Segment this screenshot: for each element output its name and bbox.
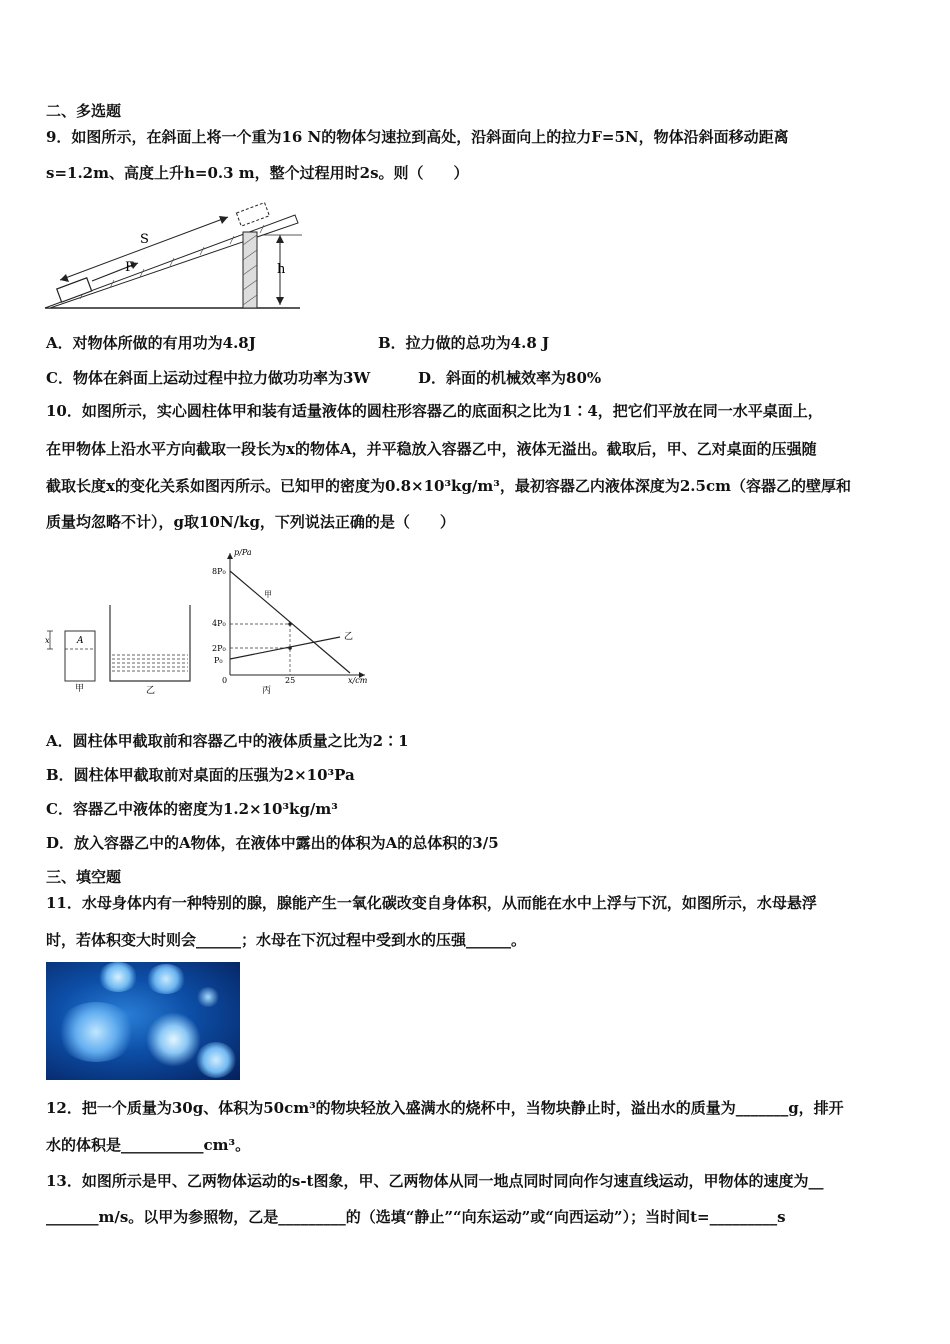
q10-stem-line3: 截取长度x的变化关系如图丙所示。已知甲的密度为0.8×10³kg/m³，最初容器乙内液体深度为2.5cm（容器乙的壁厚和 [46, 477, 851, 495]
q11-stem-line2: 时，若体积变大时则会______；水母在下沉过程中受到水的压强______。 [46, 931, 527, 949]
label-a: A [77, 636, 84, 646]
q9-stem-line1: 9．如图所示，在斜面上将一个重为16 N的物体匀速拉到高处，沿斜面向上的拉力F=5N，物体沿斜面移动距离 [46, 128, 789, 146]
q12-stem-line1: 12．把一个质量为30g、体积为50cm³的物块轻放入盛满水的烧杯中，当物块静止时，溢出水的质量为_______g，排开 [46, 1099, 844, 1117]
series-yi-label: 乙 [344, 632, 354, 642]
series-jia-line [230, 571, 350, 673]
q10-option-c[interactable]: C．容器乙中液体的密度为1.2×10³kg/m³ [46, 800, 338, 818]
q10-option-d[interactable]: D．放入容器乙中的A物体，在液体中露出的体积为A的总体积的3/5 [46, 834, 499, 852]
series-jia-label: 甲 [264, 590, 272, 599]
q9-option-a[interactable]: A．对物体所做的有用功为4.8J [46, 334, 256, 352]
caption-yi: 乙 [146, 686, 156, 695]
y-axis-label: p/Pa [234, 548, 252, 557]
caption-bing: 丙 [262, 686, 272, 695]
q9-incline-figure [40, 195, 310, 315]
tick-25: 25 [285, 676, 296, 685]
q11-stem-line1: 11．水母身体内有一种特别的腺，腺能产生一氧化碳改变自身体积，从而能在水中上浮与下沉，如图所示，水母悬浮 [46, 894, 817, 912]
q9-option-b[interactable]: B．拉力做的总功为4.8 J [378, 334, 550, 352]
q10-option-a[interactable]: A．圆柱体甲截取前和容器乙中的液体质量之比为2∶1 [46, 732, 409, 750]
q10-stem-line2: 在甲物体上沿水平方向截取一段长为x的物体A，并平稳放入容器乙中，液体无溢出。截取后，甲、乙对桌面的压强随 [46, 440, 817, 458]
tick-0: 0 [222, 676, 228, 685]
q10-figure [40, 545, 380, 695]
jellyfish-photo [46, 962, 240, 1080]
tick-2p0: 2P₀ [212, 644, 226, 653]
tick-4p0: 4P₀ [212, 619, 226, 628]
q9-option-c[interactable]: C．物体在斜面上运动过程中拉力做功功率为3W [46, 369, 371, 387]
tick-8p0: 8P₀ [212, 567, 226, 576]
section-fill-in: 三、填空题 [46, 868, 122, 886]
section-multiple-choice: 二、多选题 [46, 102, 122, 120]
distance-label: S [140, 232, 149, 247]
q10-stem-line4: 质量均忽略不计），g取10N/kg，下列说法正确的是（ ） [46, 513, 455, 531]
q13-stem-line2: _______m/s。以甲为参照物，乙是_________的（选填“静止”“向东运动”或“向西运动”）；当时间t=_________s [46, 1208, 786, 1226]
q10-stem-line1: 10．如图所示，实心圆柱体甲和装有适量液体的圆柱形容器乙的底面积之比为1∶4，把它们平放在同一水平桌面上， [46, 402, 823, 420]
force-label: F [125, 260, 135, 275]
q12-stem-line2: 水的体积是___________cm³。 [46, 1136, 251, 1154]
q9-stem-line2: s=1.2m、高度上升h=0.3 m，整个过程用时2s。则（ ） [46, 164, 469, 182]
caption-jia: 甲 [75, 684, 85, 694]
q9-option-d[interactable]: D．斜面的机械效率为80% [418, 369, 602, 387]
height-label: h [277, 262, 286, 277]
q13-stem-line1: 13．如图所示是甲、乙两物体运动的s-t图象，甲、乙两物体从同一地点同时同向作匀速直线运动，甲物体的速度为__ [46, 1172, 824, 1190]
x-axis-label: x/cm [348, 676, 368, 685]
tick-p0: P₀ [214, 656, 223, 665]
q10-option-b[interactable]: B．圆柱体甲截取前对桌面的压强为2×10³Pa [46, 766, 355, 784]
label-x: x [45, 636, 50, 645]
